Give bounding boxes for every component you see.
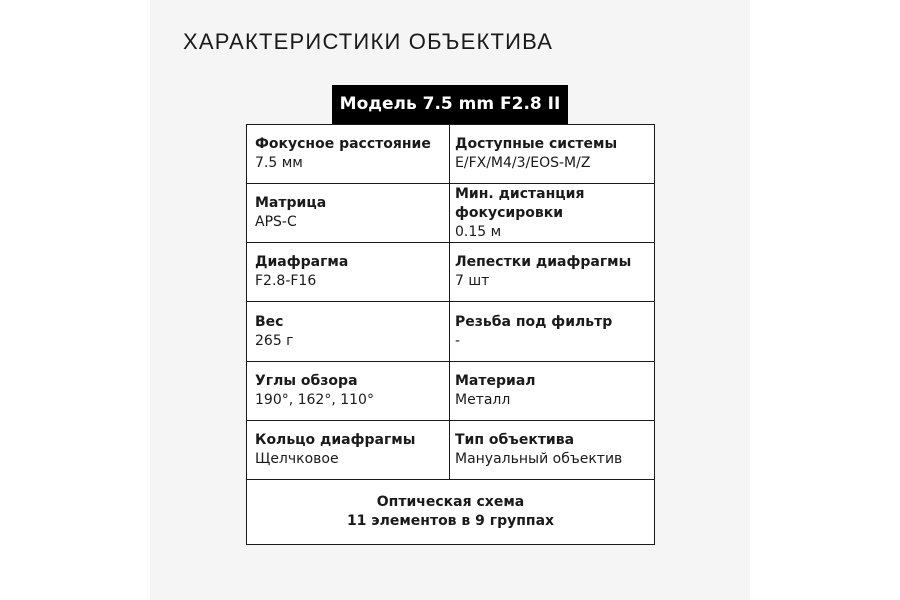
spec-label: Оптическая схема xyxy=(376,494,525,510)
spec-cell-sensor xyxy=(247,184,450,243)
table-row xyxy=(247,480,655,545)
table-row xyxy=(247,184,655,243)
spec-value: APS-C xyxy=(255,214,297,230)
spec-label: Лепестки диафрагмы xyxy=(455,254,632,270)
spec-cell-focal-length xyxy=(247,125,450,184)
spec-value: Щелчковое xyxy=(255,451,339,467)
spec-cell-view-angles xyxy=(247,362,450,421)
spec-label: Углы обзора xyxy=(255,373,358,389)
spec-label: Тип объектива xyxy=(455,432,575,448)
page-title: ХАРАКТЕРИСТИКИ ОБЪЕКТИВА xyxy=(183,29,554,54)
spec-cell-optics xyxy=(247,480,655,545)
table-row xyxy=(247,243,655,302)
spec-value: 190°, 162°, 110° xyxy=(255,392,374,408)
spec-label: Доступные системы xyxy=(455,136,618,152)
spec-label-line2: фокусировки xyxy=(455,204,564,221)
spec-value: 7 шт xyxy=(455,273,490,289)
table-row xyxy=(247,421,655,480)
spec-cell-aperture-ring xyxy=(247,421,450,480)
table-row xyxy=(247,125,655,184)
spec-cell-weight xyxy=(247,302,450,362)
spec-label: Диафрагма xyxy=(255,254,349,270)
table-row xyxy=(247,302,655,362)
spec-cell-lens-type xyxy=(450,421,655,480)
spec-cell-filter-thread xyxy=(450,302,655,362)
spec-value: 265 г xyxy=(255,332,294,349)
spec-label-line1: Мин. дистанция xyxy=(455,185,585,202)
spec-label: Матрица xyxy=(255,195,327,211)
spec-value: E/FX/M4/3/EOS-M/Z xyxy=(455,155,591,171)
table-row xyxy=(247,362,655,421)
spec-value: 11 элементов в 9 группах xyxy=(346,513,555,529)
spec-label: Вес xyxy=(255,313,284,330)
spec-cell-aperture xyxy=(247,243,450,302)
spec-cell-blades xyxy=(450,243,655,302)
spec-cell-material xyxy=(450,362,655,421)
spec-label: Кольцо диафрагмы xyxy=(255,432,416,448)
spec-cell-min-focus xyxy=(450,184,655,243)
model-badge: Модель 7.5 mm F2.8 II xyxy=(332,85,568,124)
spec-label: Материал xyxy=(455,373,536,389)
spec-value: 0.15 м xyxy=(455,223,502,240)
spec-value: Металл xyxy=(455,392,511,408)
spec-label: Резьба под фильтр xyxy=(455,313,613,330)
spec-label: Фокусное расстояние xyxy=(255,136,431,152)
spec-value: Мануальный объектив xyxy=(455,451,623,467)
spec-value: 7.5 мм xyxy=(255,155,303,171)
spec-value: - xyxy=(455,332,461,349)
spec-value: F2.8-F16 xyxy=(255,273,317,289)
spec-cell-mounts xyxy=(450,125,655,184)
specs-table xyxy=(246,124,655,545)
